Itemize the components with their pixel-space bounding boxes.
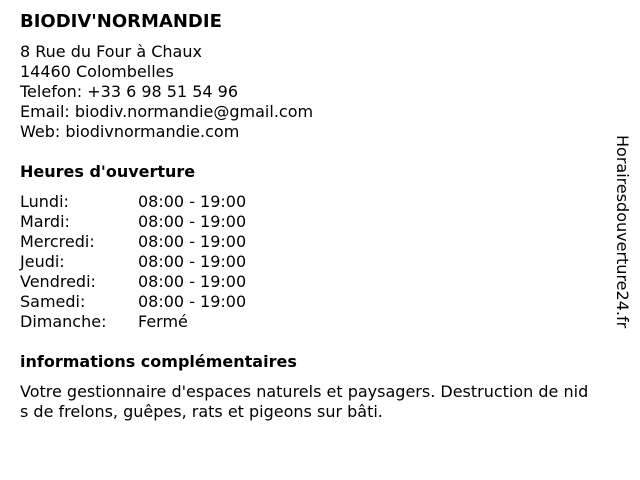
hours-row-mardi bbox=[20, 212, 600, 232]
business-name: BIODIV'NORMANDIE bbox=[20, 11, 222, 32]
time-value: 08:00 - 19:00 bbox=[138, 292, 247, 311]
time-value: 08:00 - 19:00 bbox=[138, 252, 247, 271]
hours-row-vendredi bbox=[20, 272, 600, 292]
opening-hours-table bbox=[20, 192, 600, 332]
day-label: Dimanche: bbox=[20, 312, 107, 331]
time-value: 08:00 - 19:00 bbox=[138, 192, 247, 211]
additional-info-text: Votre gestionnaire d'espaces naturels et paysagers. Destruction de nids de frelons, guêpes, rats et pigeons sur bâti. bbox=[20, 382, 589, 421]
website: Web: biodivnormandie.com bbox=[20, 122, 240, 141]
address-city: 14460 Colombelles bbox=[20, 62, 174, 81]
hours-row-mercredi bbox=[20, 232, 600, 252]
hours-row-dimanche bbox=[20, 312, 600, 332]
phone-number: Telefon: +33 6 98 51 54 96 bbox=[20, 82, 239, 101]
time-value: Fermé bbox=[138, 312, 188, 331]
day-label: Jeudi: bbox=[20, 252, 65, 271]
hours-row-samedi bbox=[20, 292, 600, 312]
day-label: Mardi: bbox=[20, 212, 70, 231]
time-value: 08:00 - 19:00 bbox=[138, 272, 247, 291]
email-address: Email: biodiv.normandie@gmail.com bbox=[20, 102, 314, 121]
time-value: 08:00 - 19:00 bbox=[138, 212, 247, 231]
day-label: Samedi: bbox=[20, 292, 86, 311]
address-street: 8 Rue du Four à Chaux bbox=[20, 42, 202, 61]
day-label: Mercredi: bbox=[20, 232, 95, 251]
brand-watermark: Horairesdouverture24.fr bbox=[613, 135, 632, 329]
additional-info-title: informations complémentaires bbox=[20, 352, 297, 371]
time-value: 08:00 - 19:00 bbox=[138, 232, 247, 251]
hours-row-jeudi bbox=[20, 252, 600, 272]
day-label: Lundi: bbox=[20, 192, 69, 211]
hours-row-lundi bbox=[20, 192, 600, 212]
opening-hours-title: Heures d'ouverture bbox=[20, 162, 196, 181]
business-card bbox=[20, 10, 600, 422]
day-label: Vendredi: bbox=[20, 272, 96, 291]
